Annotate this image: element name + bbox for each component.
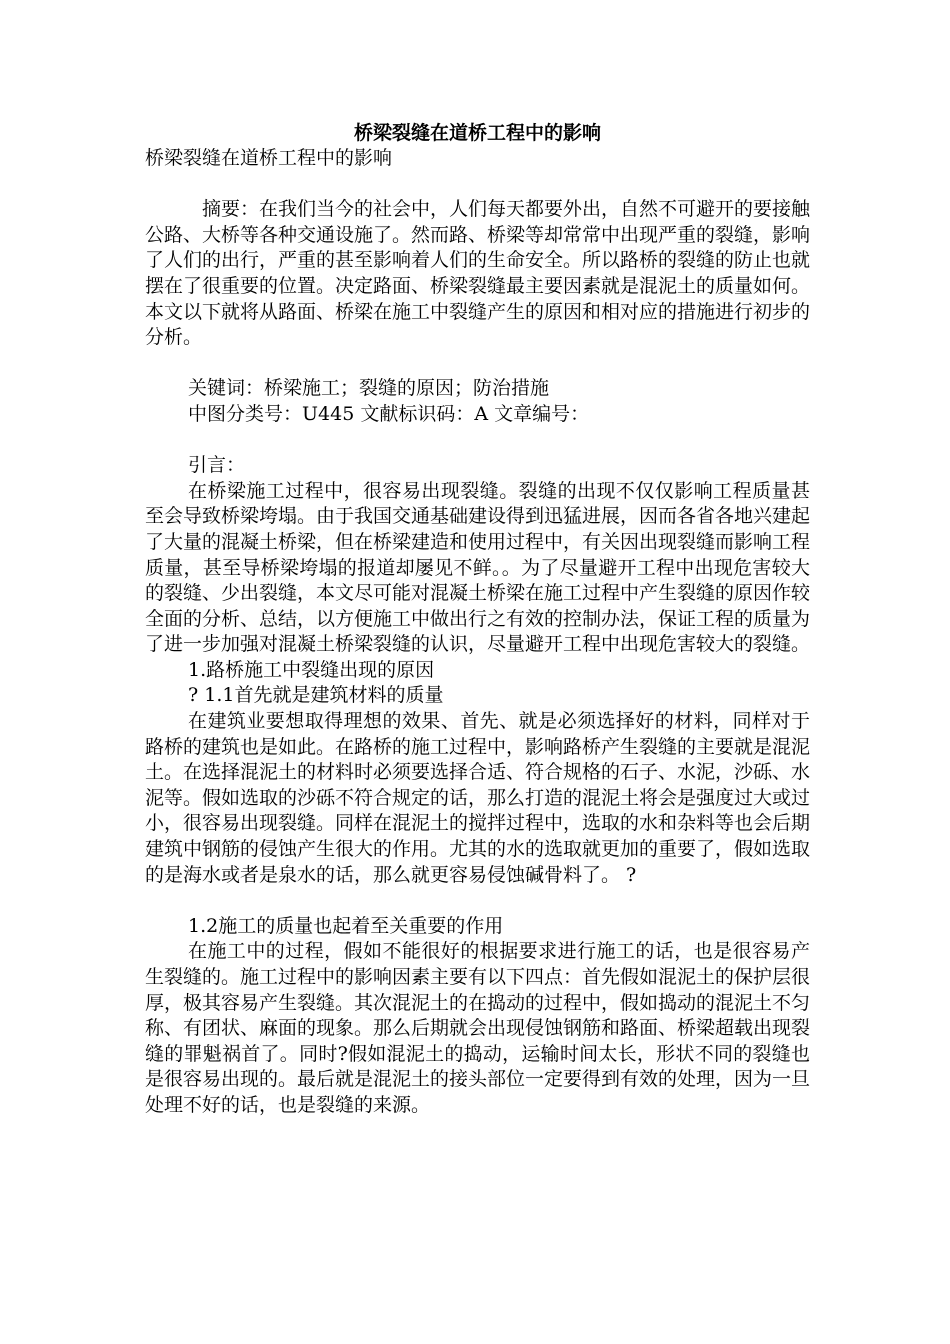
document-subtitle: 桥梁裂缝在道桥工程中的影响 xyxy=(145,147,393,169)
abstract-paragraph: 摘要：在我们当今的社会中，人们每天都要外出，自然不可避开的要接触公路、大桥等各种交通设施了。然而路、桥梁等却常常中出现严重的裂缝，影响了人们的出行，严重的甚至影响着人们的生命安全。所以路桥的裂缝的防止也就摆在了很重要的位置。决定路面、桥梁裂缝最主要因素就是混泥土的质量如何。本文以下就将从路面、桥梁在施工中裂缝产生的原因和相对应的措施进行初步的分析。 xyxy=(145,198,811,349)
classification-line: 中图分类号：U445 文献标识码：A 文章编号： xyxy=(188,402,590,425)
blank-line xyxy=(145,172,810,198)
intro-paragraph: 在桥梁施工过程中，很容易出现裂缝。裂缝的出现不仅仅影响工程质量甚至会导致桥梁垮塌。由于我国交通基础建设得到迅猛进展，因而各省各地兴建起了大量的混凝土桥梁，但在桥梁建造和使用过程中，有关因出现裂缝而影响工程质量，甚至导桥梁垮塌的报道却屡见不鲜。。为了尽量避开工程中出现危害较大的裂缝、少出裂缝，本文尽可能对混凝土桥梁在施工过程中产生裂缝的原因作较全面的分析、总结，以方便施工中做出行之有效的控制办法，保证工程的质量为了进一步加强对混凝土桥梁裂缝的认识，尽量避开工程中出现危害较大的裂缝。 xyxy=(145,479,811,656)
document-title: 桥梁裂缝在道桥工程中的影响 xyxy=(353,122,601,144)
document-body xyxy=(145,120,810,1119)
blank-line xyxy=(145,428,810,454)
keywords-line: 关键词：桥梁施工；裂缝的原因；防治措施 xyxy=(188,377,550,400)
section-1-1-paragraph: 在建筑业要想取得理想的效果、首先、就是必须选择好的材料，同样对于路桥的建筑也是如此。在路桥的施工过程中，影响路桥产生裂缝的主要就是混泥土。在选择混泥土的材料时必须要选择合适、符合规格的石子、水泥，沙砾、水泥等。假如选取的沙砾不符合规定的话，那么打造的混泥土将会是强度过大或过小，很容易出现裂缝。同样在混泥土的搅拌过程中，选取的水和杂料等也会后期建筑中钢筋的侵蚀产生很大的作用。尤其的水的选取就更加的重要了，假如选取的是海水或者是泉水的话，那么就更容易侵蚀碱骨料了。 ? xyxy=(145,710,811,886)
section-1-2-heading: 1.2施工的质量也起着至关重要的作用 xyxy=(188,914,504,937)
section-1-1-heading: ? 1.1首先就是建筑材料的质量 xyxy=(188,684,444,707)
blank-line xyxy=(145,351,810,377)
intro-heading: 引言： xyxy=(188,454,246,477)
blank-line xyxy=(145,888,810,914)
section-1-heading: 1.路桥施工中裂缝出现的原因 xyxy=(188,658,435,681)
section-1-2-paragraph: 在施工中的过程，假如不能很好的根据要求进行施工的话，也是很容易产生裂缝的。施工过程中的影响因素主要有以下四点：首先假如混泥土的保护层很厚，极其容易产生裂缝。其次混泥土的在捣动的过程中，假如捣动的混泥土不匀称、有团状、麻面的现象。那么后期就会出现侵蚀钢筋和路面、桥梁超载出现裂缝的罪魁祸首了。同时?假如混泥土的捣动，运输时间太长，形状不同的裂缝也是很容易出现的。最后就是混泥土的接头部位一定要得到有效的处理，因为一旦处理不好的话，也是裂缝的来源。 xyxy=(145,940,811,1116)
